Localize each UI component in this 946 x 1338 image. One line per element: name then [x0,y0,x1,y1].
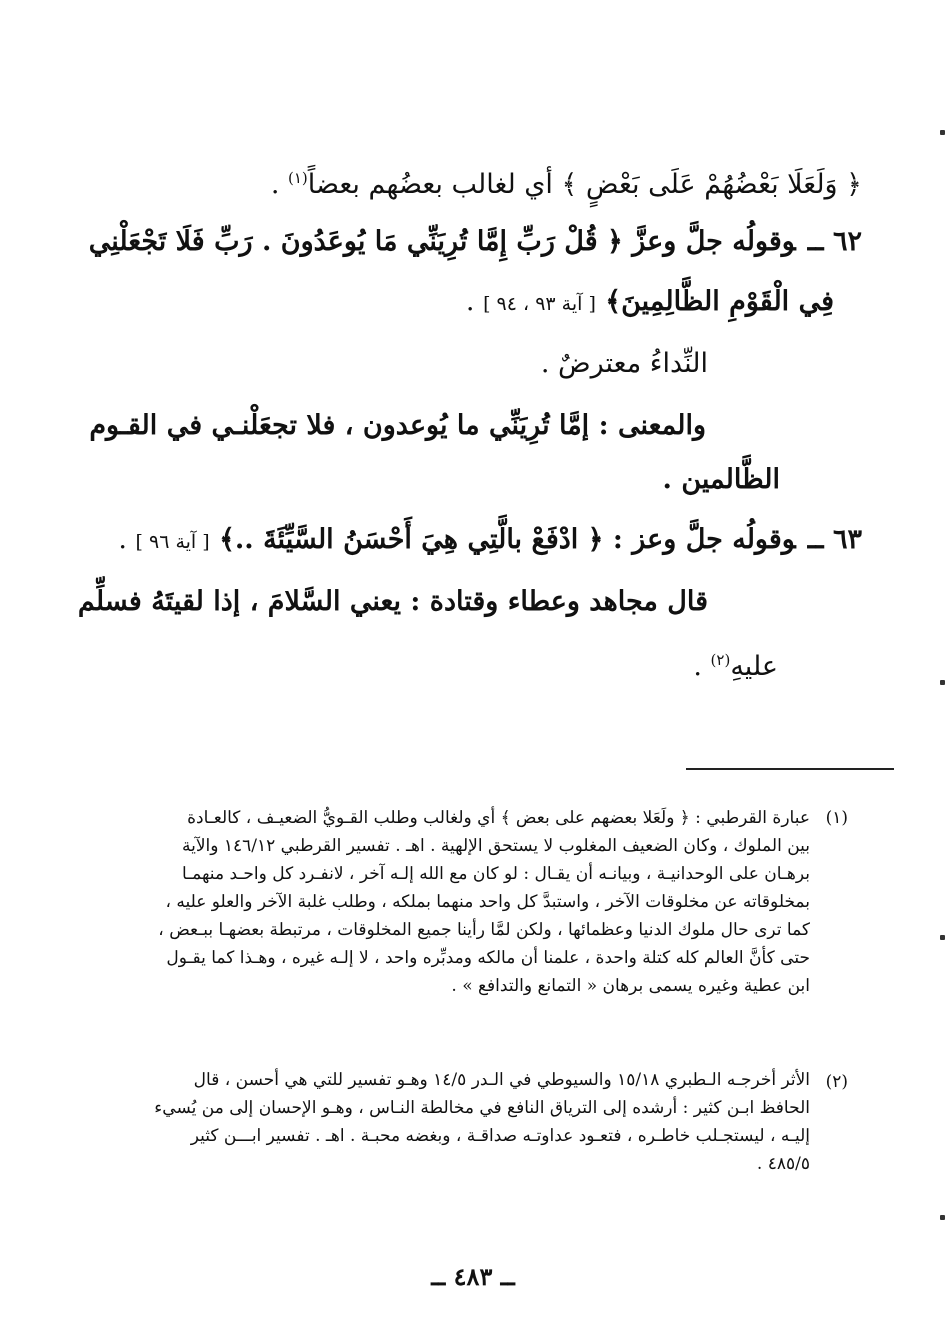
text-line-3 [466,282,834,324]
line-text: وقولُه جلَّ وعز : ﴿ ادْفَعْ بالَّتِي هِيَ أَحْسَنُ السَّيِّئَةَ ..﴾ [219,524,796,555]
page-number: ــ ٤٨٣ ــ [431,1262,515,1291]
text-line-8 [78,582,708,622]
footnote-line: كما ترى حال ملوك الدنيا وعظمائها ، ولكن لمَّا رأينا جميع المخلوقات ، مرتبطة بعضهـا ببـعض ، [158,920,810,940]
scan-mark [940,935,945,940]
footnote-line: الحافظ ابـن كثير : أرشده إلى الترياق النافع في مخالطة النـاس ، وهـو الإحسان إلى من يُسيء [154,1098,810,1118]
line-text: وقولُه جلَّ وعزَّ ﴿ قُلْ رَبِّ إِمَّا تُرِيَنِّي مَا يُوعَدُونَ . رَبِّ فَلَا تَجْعَلْنِي [88,226,796,257]
footnote-line: بمخلوقاته عن مخلوقات الآخر ، واستبدَّ كل واحد منهما بملكه ، وطلب غلبة الآخر والعلو عليه ، [165,892,810,912]
line-text: الظَّالمين . [662,464,780,495]
footnote-2 [134,1066,810,1178]
line-tail: . [465,286,484,317]
footnote-1 [134,804,810,1000]
line-text: والمعنى : إمَّا تُرِيَنِّي ما يُوعدون ، فلا تجعَلْنـي في القـوم [89,410,706,441]
scan-mark [940,130,945,135]
text-line-6 [663,460,780,500]
footnote-line: برهـان على الوحدانيـة ، وبيانـه أن يقـال : لو كان مع الله إلـه آخر ، لانفـرد كل واحـد منهمـا [181,864,810,884]
line-tail: . [118,524,136,555]
footnote-separator [686,768,894,770]
verse-number: ٦٢ ــ [807,226,862,257]
line-text: عليهِ [730,651,778,682]
text-line-2 [89,222,862,262]
text-line-5 [89,406,706,446]
line-text: قال مجاهد وعطاء وقتادة : يعني السَّلامَ ، إذا لقيتَهُ فسلِّم [77,586,708,617]
footnote-number: (١) [825,808,848,828]
footnote-marker: (٢) [710,651,731,669]
footnote-marker: (١) [287,169,308,187]
line-tail: . [270,169,288,200]
footnote-line: ٤٨٥/٥ . [756,1154,810,1174]
text-line-4 [541,344,708,384]
line-text: النِّداءُ معترضٌ . [540,348,708,379]
footnote-line: ابن عطية وغيره يسمى برهان « التمانع والتدافع » . [451,976,810,996]
footnote-line: الأثر أخرجـه الـطبري ١٥/١٨ والسيوطي في الـدر ١٤/٥ وهـو تفسير للتي هي أحسن ، قال [193,1070,810,1090]
line-tail: . [693,651,711,682]
text-line-7 [118,520,862,562]
verse-reference: [ آية ٩٣ ، ٩٤ ] [483,293,596,315]
quran-quote: ﴿ وَلَعَلَا بَعْضُهُمْ عَلَى بَعْضٍ ﴾ أي لغالب بعضُهم بعضاً [307,169,862,200]
verse-reference: [ آية ٩٦ ] [135,531,210,553]
text-line-9 [693,640,778,687]
verse-number: ٦٣ ــ [807,524,862,555]
scan-mark [940,1215,945,1220]
footnote-line: إليـه ، ليستجـلب خاطـره ، فتعـود عداوتـه صداقـة ، وبغضه محبـة . اهـ . تفسير ابـــن كثير [190,1126,810,1146]
footnote-line: حتى كأنَّ العالم كله كتلة واحدة ، علمنا أن مالكه ومدبِّره واحد ، لا إلـه غيره ، وهـذا كما يقـول [166,948,810,968]
footnote-number: (٢) [825,1072,848,1092]
footnote-line: عبارة القرطبي : ﴿ ولَعَلا بعضهم على بعض ﴾ أي ولغالب وطلب القـويُّ الضعيـف ، كالعـادة [187,808,810,828]
footnote-line: بين الملوك ، وكان الضعيف المغلوب لا يستحق الإلهية . اهـ . تفسير القرطبي ١٤٦/١٢ والآية [181,836,810,856]
line-text: فِي الْقَوْمِ الظَّالِمِينَ﴾ [605,286,834,317]
text-line-1 [271,158,862,205]
scan-mark [940,680,945,685]
